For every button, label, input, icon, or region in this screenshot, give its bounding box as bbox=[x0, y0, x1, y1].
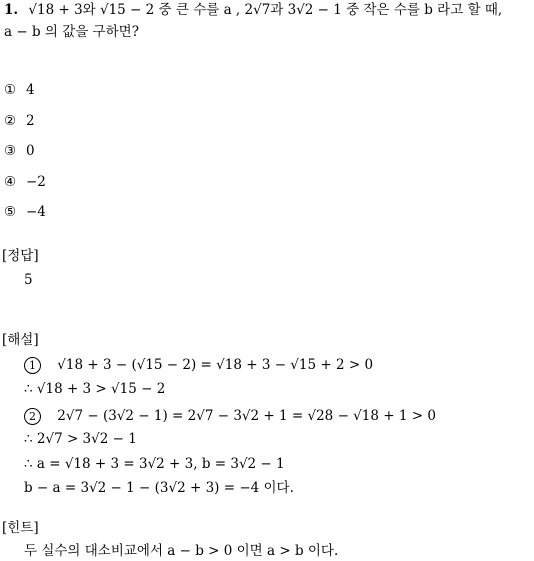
question-number: 1. bbox=[4, 2, 19, 18]
answer-heading: [정답] bbox=[2, 248, 39, 264]
choice-3-mark: ③ bbox=[4, 143, 17, 159]
choice-4-mark: ④ bbox=[4, 174, 17, 190]
step-2-marker: 2 bbox=[24, 408, 41, 425]
question-stem bbox=[4, 4, 502, 18]
explanation-line bbox=[24, 357, 373, 374]
answer-value: 5 bbox=[24, 272, 33, 288]
explanation-line: ∴ 2√7 > 3√2 − 1 bbox=[24, 431, 137, 447]
explanation-line bbox=[24, 408, 436, 425]
choice-2-mark: ② bbox=[4, 113, 17, 129]
explanation-line-text: 2√7 − (3√2 − 1) = 2√7 − 3√2 + 1 = √28 − √18 + 1 > 0 bbox=[57, 408, 436, 424]
choice-5[interactable] bbox=[4, 206, 46, 220]
choice-2[interactable] bbox=[4, 115, 35, 129]
question-text-line1: √18 + 3와 √15 − 2 중 큰 수를 a , 2√7과 3√2 − 1 중 작은 수를 b 라고 할 때, bbox=[28, 2, 503, 18]
choice-3[interactable] bbox=[4, 145, 35, 159]
choice-1-text: 4 bbox=[26, 82, 35, 98]
hint-text: 두 실수의 대소비교에서 a − b > 0 이면 a > b 이다. bbox=[24, 543, 339, 559]
choice-1-mark: ① bbox=[4, 82, 17, 98]
choice-4-text: −2 bbox=[26, 174, 46, 190]
choice-4[interactable] bbox=[4, 176, 46, 190]
step-1-marker: 1 bbox=[24, 357, 41, 374]
choice-1[interactable] bbox=[4, 84, 35, 98]
explanation-line: b − a = 3√2 − 1 − (3√2 + 3) = −4 이다. bbox=[24, 480, 294, 496]
choice-5-text: −4 bbox=[26, 204, 46, 220]
choice-5-mark: ⑤ bbox=[4, 204, 17, 220]
choice-3-text: 0 bbox=[26, 143, 35, 159]
explanation-heading: [해설] bbox=[2, 332, 39, 348]
explanation-line: ∴ a = √18 + 3 = 3√2 + 3, b = 3√2 − 1 bbox=[24, 456, 285, 472]
hint-heading: [힌트] bbox=[2, 520, 39, 536]
explanation-line-text: √18 + 3 − (√15 − 2) = √18 + 3 − √15 + 2 > 0 bbox=[57, 357, 374, 373]
question-text-line2: a − b 의 값을 구하면? bbox=[4, 24, 139, 40]
choice-2-text: 2 bbox=[26, 113, 35, 129]
explanation-line: ∴ √18 + 3 > √15 − 2 bbox=[24, 381, 166, 397]
